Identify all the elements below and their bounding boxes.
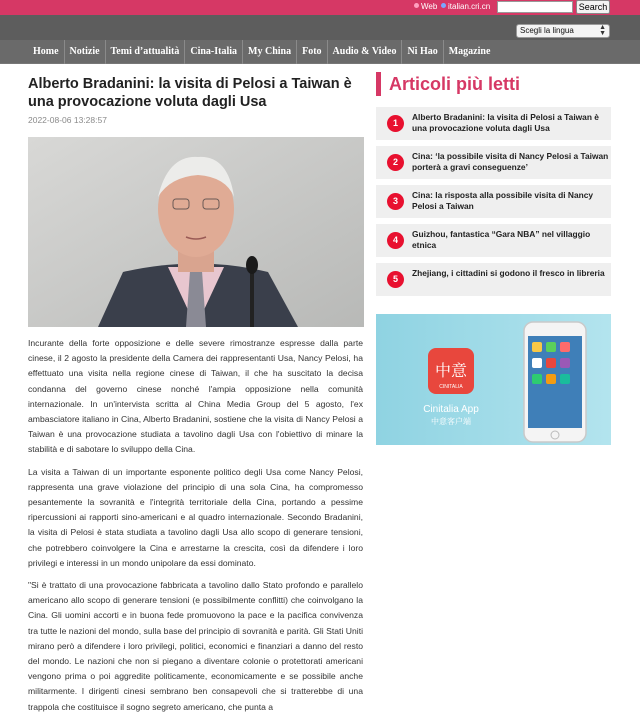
language-select-value: Scegli la lingua [520, 26, 574, 35]
app-name: Cinitalia App [423, 404, 479, 415]
nav-item-audio-video[interactable]: Audio & Video [328, 40, 403, 64]
nav-item-home[interactable]: Home [28, 40, 65, 64]
radio-unselected-icon [441, 3, 446, 8]
article-photo [28, 137, 364, 327]
popular-articles-list [376, 107, 611, 302]
portrait-illustration [28, 137, 364, 327]
popular-item[interactable] [376, 263, 611, 296]
rank-badge: 3 [387, 193, 404, 210]
language-select[interactable] [516, 24, 610, 38]
radio-site[interactable] [441, 2, 490, 11]
radio-web[interactable] [414, 2, 437, 11]
popular-item-link[interactable]: Cina: la risposta alla possibile visita di Nancy Pelosi a Taiwan [412, 190, 594, 211]
select-arrows-icon: ▲ ▼ [599, 24, 606, 37]
popular-item-link[interactable]: Alberto Bradanini: la visita di Pelosi a Taiwan è una provocazione voluta dagli Usa [412, 112, 599, 133]
app-name-cn: 中意客户端 [431, 417, 471, 426]
radio-site-label: italian.cri.cn [448, 2, 491, 11]
article-paragraph: Incurante della forte opposizione e delle severe rimostranze espresse dalla parte cinese, il 2 agosto la presidente della Camera dei rappresentanti Usa, Nancy Pelosi, ha effettuato una visita nella regione cinese di Taiwan, il che ha suscitato la decisa condanna del governo cinese nonché l'ampia opposizione nella comunità internazionale. In un'intervista scritta al China Media Group del 5 agosto, l'ex ambasciatore italiano in Cina, Alberto Bradanini, sostiene che la visita di Nancy Pelosi a Taiwan è una provocazione studiata a tavolino dagli Usa con l'obiettivo di minare la stabilità e di sabotare lo sviluppo della Cina. [28, 338, 363, 455]
article-body [28, 336, 363, 722]
nav-item-notizie[interactable]: Notizie [65, 40, 106, 64]
app-icon-small-text: CINITALIA [439, 384, 463, 390]
article-title: Alberto Bradanini: la visita di Pelosi a Taiwan è una provocazione voluta dagli Usa [28, 76, 352, 110]
article-date: 2022-08-06 13:28:57 [28, 115, 107, 125]
app-advert-banner[interactable] [376, 314, 611, 445]
app-advert-artwork [376, 314, 611, 445]
language-band [0, 15, 640, 40]
rank-badge: 5 [387, 271, 404, 288]
nav-item-my-china[interactable]: My China [243, 40, 297, 64]
nav-item-ni-hao[interactable]: Ni Hao [402, 40, 443, 64]
nav-item-temi[interactable]: Temi d’attualità [106, 40, 186, 64]
main-nav [0, 40, 640, 64]
popular-item[interactable] [376, 107, 611, 140]
popular-item-link[interactable]: Guizhou, fantastica “Gara NBA” nel villaggio etnica [412, 229, 591, 250]
rank-badge: 1 [387, 115, 404, 132]
nav-item-foto[interactable]: Foto [297, 40, 327, 64]
article-paragraph: La visita a Taiwan di un importante esponente politico degli Usa come Nancy Pelosi, rappresenta una grave violazione del principio di una sola Cina, ha compromesso pesantemente la sovranità e l'integrità territoriale della Cina, portando a pessime ripercussioni ai rapporti sino-americani e al quadro internazionale. Secondo Bradanini, la visita di Pelosi è stata studiata a tavolino dagli Usa allo scopo di generare tensioni, che potrebbero coinvolgere la Cina e arrestarne la crescita, così da difendere i loro privilegi e interessi in un mondo unipolare da essi dominato. [28, 466, 363, 568]
sidebar-heading-text: Articoli più letti [389, 74, 521, 94]
nav-item-magazine[interactable]: Magazine [448, 46, 491, 57]
sidebar-heading [376, 72, 611, 96]
popular-item-link[interactable]: Zhejiang, i cittadini si godono il fresco in libreria [412, 268, 605, 278]
radio-selected-icon [414, 3, 419, 8]
popular-item[interactable] [376, 146, 611, 179]
search-input[interactable] [497, 1, 573, 13]
article-paragraph: "Si è trattato di una provocazione fabbricata a tavolino dallo Stato profondo e parallelo americano allo scopo di generare tensioni (e possibilmente conflitti) che coinvolgano la Cina. Gli uomini accorti e in buona fede promuovono la pace e la pacifica convivenza tra tutte le nazioni del mondo, sulla base del principio di sovranità e parità. Gli Stati Uniti mirano però a difendere i loro privilegi, politici, economici e finanziari a danno del resto del mondo. Le nazioni che non si piegano a diventare colonie o protettorati americani vengono prima o poi aggredite politicamente, economicamente e se possibile anche militarmente. I dirigenti cinesi sembrano ben consapevoli che si tratterebbe di una trappola che costituisce il sogno segreto americano, che punta a [28, 580, 363, 712]
app-icon-cn-text: 中意 [434, 361, 468, 380]
rank-badge: 2 [387, 154, 404, 171]
nav-item-cina-italia[interactable]: Cina-Italia [185, 40, 243, 64]
search-button[interactable]: Search [576, 0, 610, 14]
popular-item[interactable] [376, 224, 611, 257]
rank-badge: 4 [387, 232, 404, 249]
popular-item[interactable] [376, 185, 611, 218]
radio-web-label: Web [421, 2, 438, 11]
top-bar [0, 0, 640, 15]
smartphone-icon [524, 322, 586, 442]
popular-item-link[interactable]: Cina: ‘la possibile visita di Nancy Pelosi a Taiwan porterà a gravi conseguenze’ [412, 151, 609, 172]
